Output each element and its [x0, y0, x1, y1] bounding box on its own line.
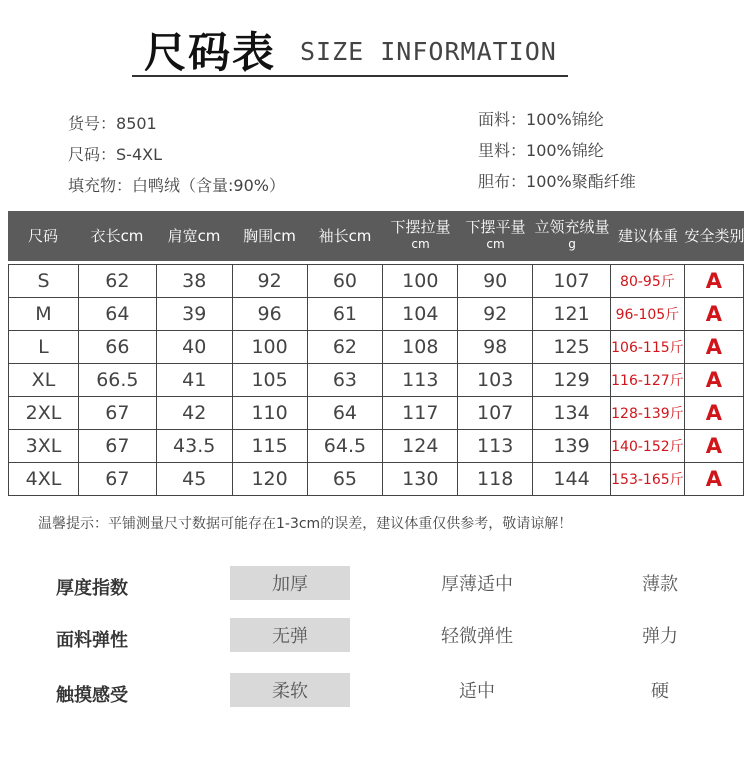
table-cell: 116-127斤 — [611, 364, 685, 396]
attribute-option: 硬 — [651, 681, 669, 702]
table-cell: 108 — [383, 331, 458, 363]
table-cell: 113 — [458, 430, 533, 462]
table-cell: 2XL — [9, 397, 79, 429]
table-cell: 106-115斤 — [611, 331, 685, 363]
table-cell: 130 — [383, 463, 458, 495]
attribute-option: 适中 — [459, 681, 495, 702]
table-cell: 61 — [308, 298, 384, 330]
table-cell: 100 — [233, 331, 308, 363]
table-cell: 117 — [383, 397, 458, 429]
table-cell: 98 — [458, 331, 533, 363]
table-cell: 120 — [233, 463, 308, 495]
table-cell: 96-105斤 — [611, 298, 685, 330]
header-sleeve: 袖长cm — [318, 226, 372, 245]
product-info-right — [478, 106, 636, 199]
info-inner-cloth: 胆布：100%聚酯纤维 — [478, 172, 636, 191]
header-hem-stretch: 下摆拉量 cm — [390, 218, 451, 251]
table-cell: 64 — [79, 298, 157, 330]
size-table-header — [8, 211, 744, 261]
table-cell: 104 — [383, 298, 458, 330]
table-cell: A — [685, 397, 744, 429]
table-cell: 40 — [157, 331, 233, 363]
header-chest: 胸围cm — [243, 226, 296, 245]
table-cell: 62 — [308, 331, 384, 363]
table-cell: L — [9, 331, 79, 363]
attribute-option: 轻微弹性 — [441, 626, 513, 647]
table-cell: 134 — [533, 397, 611, 429]
table-row — [9, 264, 744, 298]
table-cell: 100 — [383, 265, 458, 297]
table-cell: 66.5 — [79, 364, 157, 396]
table-cell: 45 — [157, 463, 233, 495]
table-cell: 129 — [533, 364, 611, 396]
table-cell: 107 — [458, 397, 533, 429]
attribute-label: 触摸感受 — [56, 685, 128, 706]
table-cell: A — [685, 265, 744, 297]
size-table — [8, 211, 744, 496]
info-item-number: 货号：8501 — [68, 114, 157, 133]
attribute-option: 厚薄适中 — [441, 574, 513, 595]
table-cell: 144 — [533, 463, 611, 495]
table-cell: 128-139斤 — [611, 397, 685, 429]
header-weight: 建议体重 — [617, 226, 678, 245]
attribute-option-selected: 柔软 — [230, 673, 350, 707]
title-en: SIZE INFORMATION — [300, 37, 557, 66]
table-cell: 43.5 — [157, 430, 233, 462]
table-cell: S — [9, 265, 79, 297]
table-cell: 139 — [533, 430, 611, 462]
header-hem-flat: 下摆平量 cm — [465, 218, 526, 251]
table-row — [9, 397, 744, 430]
info-filling: 填充物：白鸭绒（含量:90%） — [68, 176, 285, 195]
table-row — [9, 331, 744, 364]
table-cell: A — [685, 430, 744, 462]
table-cell: 80-95斤 — [611, 265, 685, 297]
table-cell: A — [685, 331, 744, 363]
table-cell: 90 — [458, 265, 533, 297]
table-cell: 92 — [458, 298, 533, 330]
title-block — [132, 20, 568, 77]
table-cell: 92 — [233, 265, 308, 297]
table-row — [9, 430, 744, 463]
info-fabric: 面料：100%锦纶 — [478, 110, 604, 129]
table-cell: 4XL — [9, 463, 79, 495]
table-cell: 63 — [308, 364, 384, 396]
table-cell: 65 — [308, 463, 384, 495]
attribute-option-selected: 无弹 — [230, 618, 350, 652]
table-cell: 118 — [458, 463, 533, 495]
table-cell: 62 — [79, 265, 157, 297]
attribute-row — [0, 618, 750, 658]
info-size-range: 尺码：S-4XL — [68, 145, 162, 164]
header-shoulder: 肩宽cm — [167, 226, 221, 245]
table-cell: 96 — [233, 298, 308, 330]
table-cell: A — [685, 298, 744, 330]
table-cell: 39 — [157, 298, 233, 330]
table-cell: 3XL — [9, 430, 79, 462]
product-info-left — [68, 110, 285, 203]
attribute-label: 面料弹性 — [56, 630, 128, 651]
table-cell: XL — [9, 364, 79, 396]
table-row — [9, 463, 744, 496]
table-row — [9, 364, 744, 397]
attribute-option: 弹力 — [642, 626, 678, 647]
table-cell: 67 — [79, 397, 157, 429]
table-cell: 64.5 — [308, 430, 384, 462]
title-cn: 尺码表 — [144, 28, 277, 77]
table-cell: 113 — [383, 364, 458, 396]
table-cell: 60 — [308, 265, 384, 297]
table-cell: 103 — [458, 364, 533, 396]
table-cell: 115 — [233, 430, 308, 462]
attribute-label: 厚度指数 — [56, 578, 128, 599]
table-cell: 41 — [157, 364, 233, 396]
table-cell: 140-152斤 — [611, 430, 685, 462]
header-size: 尺码 — [27, 226, 58, 245]
table-cell: 125 — [533, 331, 611, 363]
table-cell: 67 — [79, 430, 157, 462]
table-row — [9, 298, 744, 331]
table-cell: 121 — [533, 298, 611, 330]
table-cell: M — [9, 298, 79, 330]
header-collar-fill: 立领充绒量 g — [534, 218, 610, 251]
attribute-option-selected: 加厚 — [230, 566, 350, 600]
header-safety: 安全类别 — [684, 226, 745, 245]
attribute-row — [0, 566, 750, 606]
header-length: 衣长cm — [90, 226, 144, 245]
table-cell: 153-165斤 — [611, 463, 685, 495]
table-cell: 67 — [79, 463, 157, 495]
size-table-body — [8, 264, 744, 496]
attribute-row — [0, 673, 750, 713]
table-cell: 107 — [533, 265, 611, 297]
table-cell: 42 — [157, 397, 233, 429]
table-cell: A — [685, 463, 744, 495]
table-cell: A — [685, 364, 744, 396]
table-cell: 110 — [233, 397, 308, 429]
table-cell: 64 — [308, 397, 384, 429]
attribute-option: 薄款 — [642, 574, 678, 595]
measurement-note: 温馨提示：平铺测量尺寸数据可能存在1-3cm的误差，建议体重仅供参考，敬请谅解！ — [38, 516, 573, 532]
table-cell: 38 — [157, 265, 233, 297]
info-lining: 里料：100%锦纶 — [478, 141, 604, 160]
table-cell: 66 — [79, 331, 157, 363]
table-cell: 105 — [233, 364, 308, 396]
table-cell: 124 — [383, 430, 458, 462]
